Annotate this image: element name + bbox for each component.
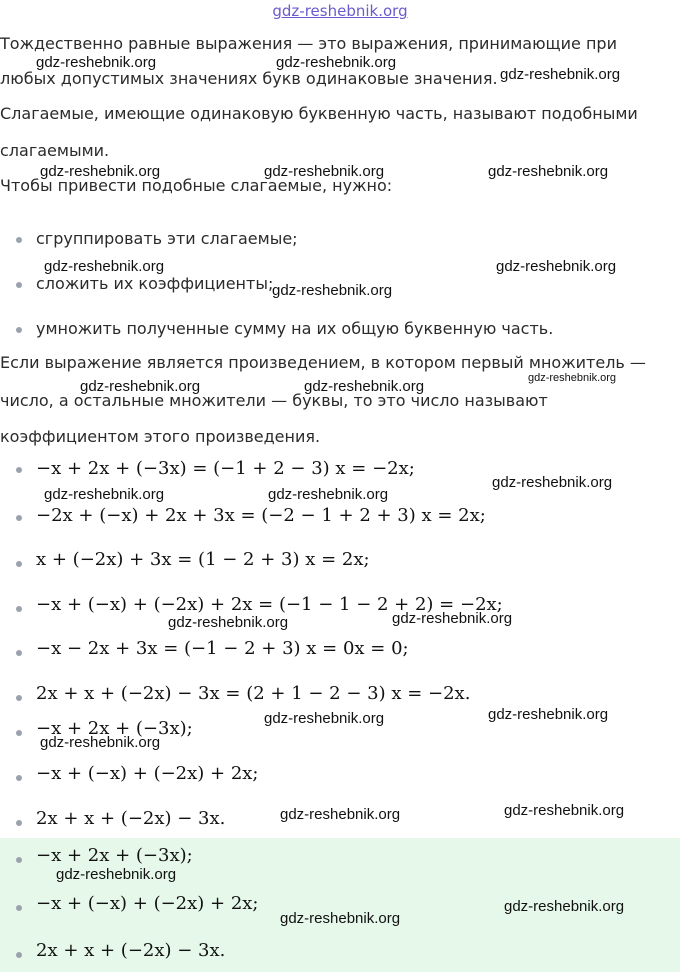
list-bullet <box>16 237 22 243</box>
watermark: gdz-reshebnik.org <box>492 474 613 491</box>
watermark: gdz-reshebnik.org <box>44 258 165 275</box>
equation-item: −2x + (−x) + 2x + 3x = (−2 − 1 + 2 + 3) x = 2x; <box>36 505 486 526</box>
watermark: gdz-reshebnik.org <box>392 610 513 627</box>
watermark: gdz-reshebnik.org <box>168 614 289 631</box>
list-bullet <box>16 650 22 656</box>
step-item: сложить их коэффициенты; <box>36 274 274 293</box>
coefficient-line-2: число, а остальные множители — буквы, то это число называют <box>0 391 548 410</box>
watermark: gdz-reshebnik.org <box>280 910 401 927</box>
list-bullet <box>16 327 22 333</box>
watermark: gdz-reshebnik.org <box>40 163 161 180</box>
watermark: gdz-reshebnik.org <box>268 486 389 503</box>
watermark: gdz-reshebnik.org <box>504 898 625 915</box>
watermark: gdz-reshebnik.org <box>264 710 385 727</box>
equation-item: −x − 2x + 3x = (−1 − 2 + 3) x = 0x = 0; <box>36 638 409 659</box>
list-bullet <box>16 905 22 911</box>
list-bullet <box>16 515 22 521</box>
watermark: gdz-reshebnik.org <box>304 378 425 395</box>
watermark: gdz-reshebnik.org <box>528 372 617 384</box>
watermark: gdz-reshebnik.org <box>488 706 609 723</box>
watermark: gdz-reshebnik.org <box>264 163 385 180</box>
list-bullet <box>16 561 22 567</box>
watermark: gdz-reshebnik.org <box>272 282 393 299</box>
coefficient-line-1: Если выражение является произведением, в котором первый множитель — <box>0 353 646 372</box>
equation-item: −x + (−x) + (−2x) + 2x = (−1 − 1 − 2 + 2) = −2x; <box>36 594 503 615</box>
list-bullet <box>16 606 22 612</box>
equation-item: 2x + x + (−2x) − 3x = (2 + 1 − 2 − 3) x = −2x. <box>36 683 471 704</box>
equation-item: −x + (−x) + (−2x) + 2x; <box>36 763 259 784</box>
list-bullet <box>16 775 22 781</box>
watermark: gdz-reshebnik.org <box>80 378 201 395</box>
equation-item: −x + 2x + (−3x); <box>36 718 193 739</box>
equation-item: x + (−2x) + 3x = (1 − 2 + 3) x = 2x; <box>36 549 370 570</box>
watermark: gdz-reshebnik.org <box>44 486 165 503</box>
watermark: gdz-reshebnik.org <box>40 734 161 751</box>
equation-item: −x + 2x + (−3x) = (−1 + 2 − 3) x = −2x; <box>36 458 415 479</box>
list-bullet <box>16 695 22 701</box>
instruction-intro: Чтобы привести подобные слагаемые, нужно: <box>0 176 393 195</box>
answer-item: −x + (−x) + (−2x) + 2x; <box>36 893 259 914</box>
watermark: gdz-reshebnik.org <box>36 54 157 71</box>
answer-item: 2x + x + (−2x) − 3x. <box>36 940 226 961</box>
watermark: gdz-reshebnik.org <box>276 54 397 71</box>
watermark: gdz-reshebnik.org <box>56 866 177 883</box>
list-bullet <box>16 857 22 863</box>
equation-item: 2x + x + (−2x) − 3x. <box>36 808 226 829</box>
definition-line-2: любых допустимых значениях букв одинаковые значения. <box>0 69 498 88</box>
definition-line-1: Тождественно равные выражения — это выражения, принимающие при <box>0 34 617 53</box>
coefficient-line-3: коэффициентом этого произведения. <box>0 427 321 446</box>
list-bullet <box>16 282 22 288</box>
watermark: gdz-reshebnik.org <box>280 806 401 823</box>
step-item: сгруппировать эти слагаемые; <box>36 229 298 248</box>
step-item: умножить полученные сумму на их общую буквенную часть. <box>36 319 554 338</box>
watermark: gdz-reshebnik.org <box>496 258 617 275</box>
answer-item: −x + 2x + (−3x); <box>36 845 193 866</box>
similar-terms-line-1: Слагаемые, имеющие одинаковую буквенную часть, называют подобными <box>0 104 638 123</box>
watermark: gdz-reshebnik.org <box>488 163 609 180</box>
list-bullet <box>16 730 22 736</box>
watermark: gdz-reshebnik.org <box>500 66 621 83</box>
list-bullet <box>16 467 22 473</box>
list-bullet <box>16 820 22 826</box>
watermark: gdz-reshebnik.org <box>504 802 625 819</box>
list-bullet <box>16 952 22 958</box>
site-link[interactable]: gdz-reshebnik.org <box>272 2 408 20</box>
similar-terms-line-2: слагаемыми. <box>0 141 110 160</box>
